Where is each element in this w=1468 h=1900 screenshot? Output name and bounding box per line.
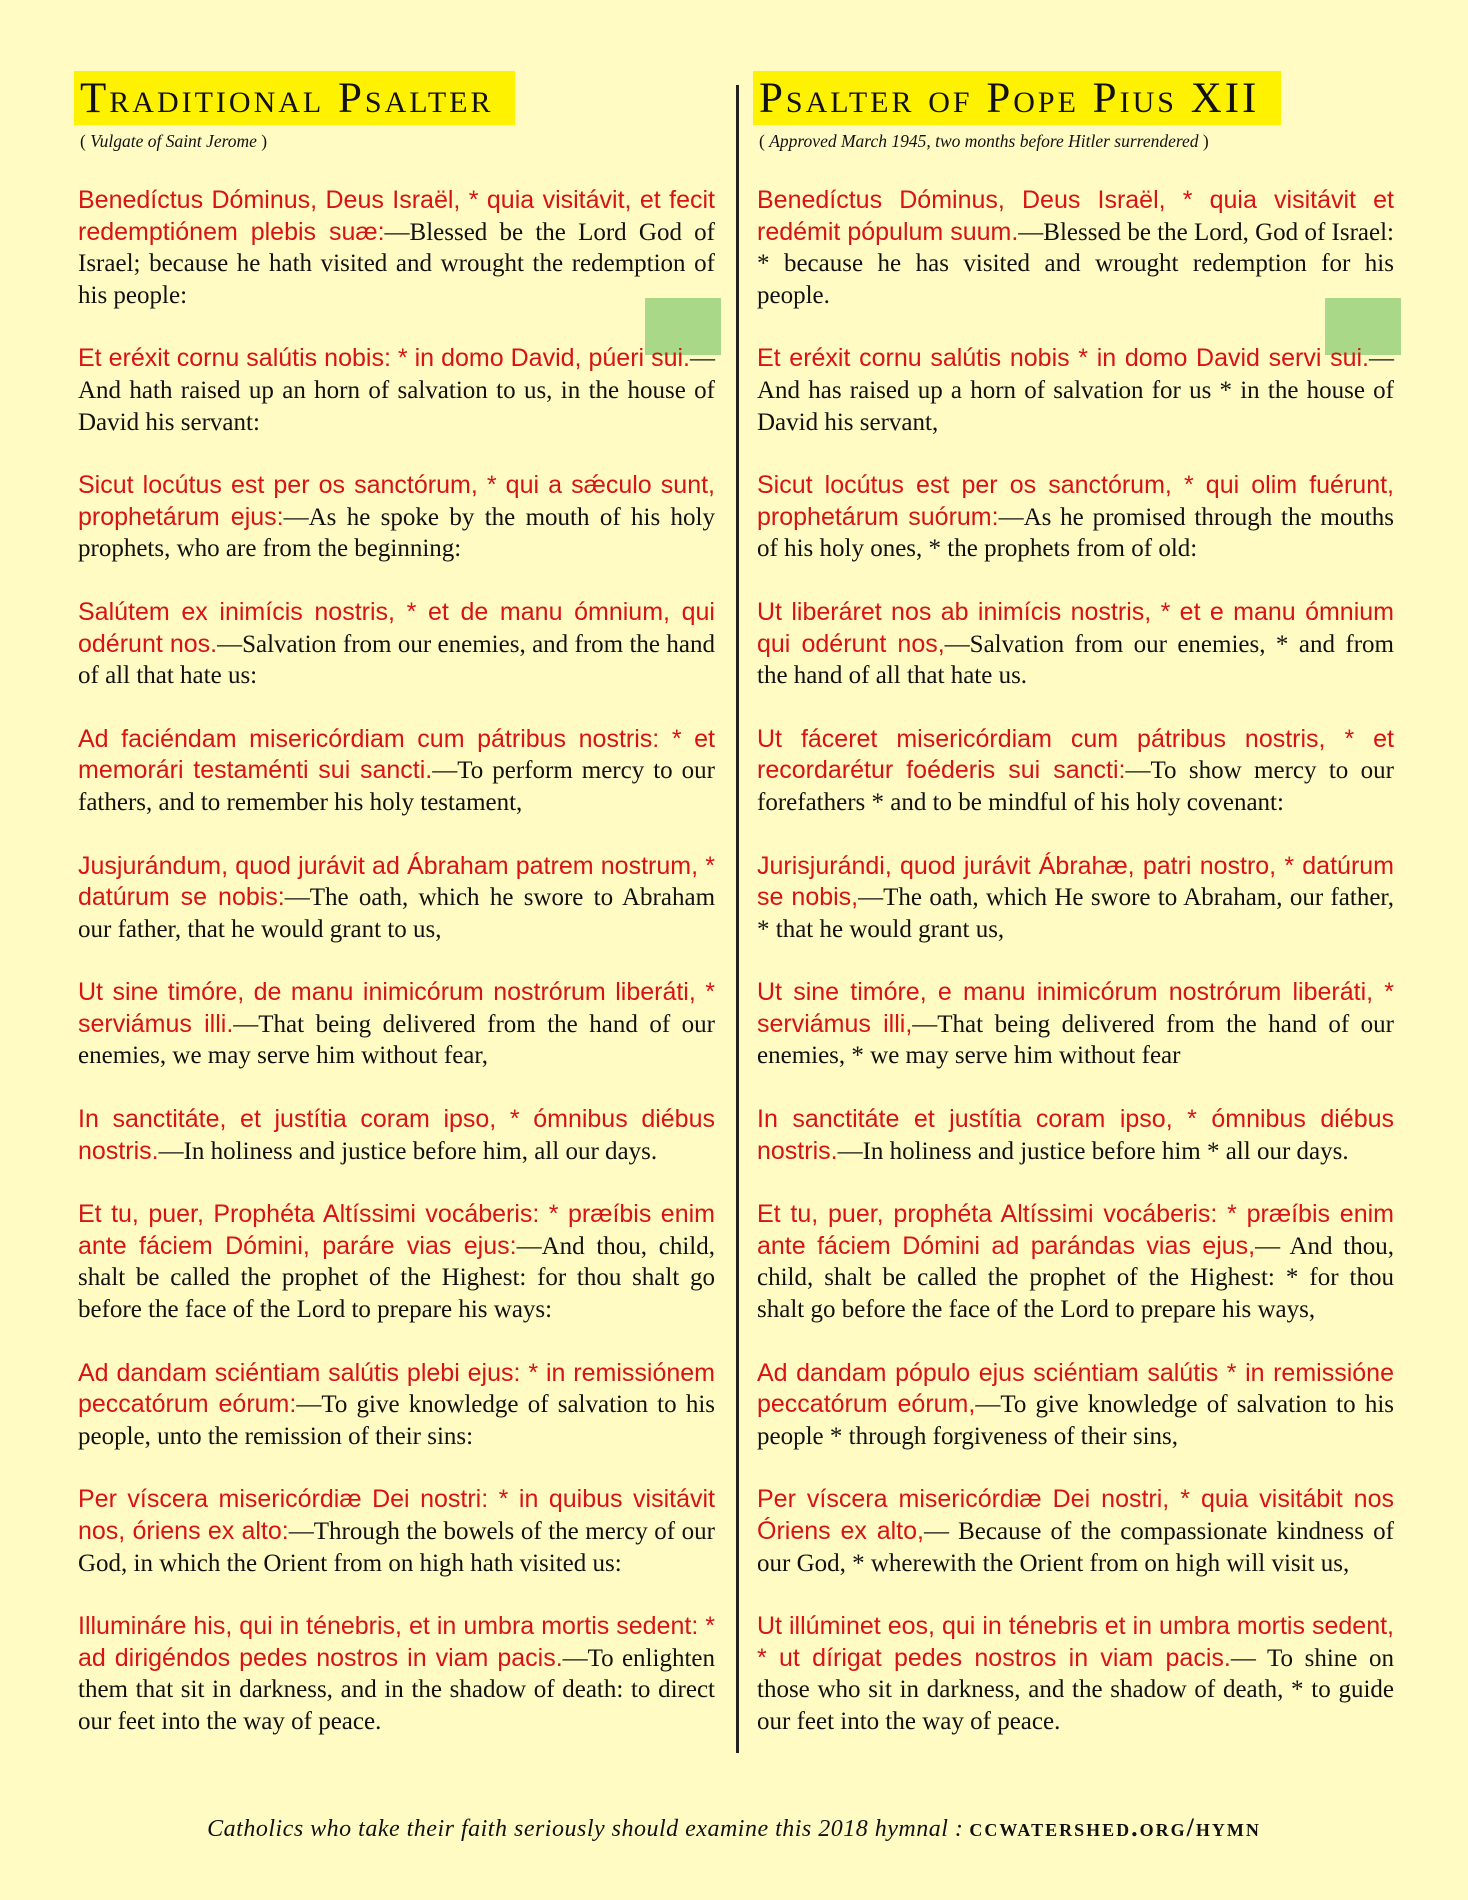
hymnal-link[interactable]: ccwatershed.org/hymn <box>969 1813 1261 1842</box>
pius-xii-verse-list <box>757 185 1394 1738</box>
pius-xii-psalter-subtitle: ( Approved March 1945, two months before Hitler surrendered ) <box>759 131 1209 151</box>
footer-text: Catholics who take their faith seriously should examine this 2018 hymnal : <box>207 1816 964 1842</box>
traditional-verse-list <box>78 185 715 1738</box>
traditional-psalter-title: Traditional Psalter <box>74 71 515 125</box>
verse: Et eréxit cornu salútis nobis * in domo David servi sui.— And has raised up a horn of salvation for us * in the house of David his servant, <box>757 344 1394 436</box>
verse: Per víscera misericórdiæ Dei nostri, * quia visitábit nos Óriens ex alto,— Because of the compassionate kindness of our God, * wherewith the Orient from on high will visit us, <box>757 1485 1394 1577</box>
verse: Ut illúminet eos, qui in ténebris et in umbra mortis sedent, * ut dírigat pedes nostros in viam pacis.— To shine on those who sit in darkness, and the shadow of death, * to guide our feet into the way of peace. <box>757 1612 1394 1735</box>
column-divider <box>736 85 739 1753</box>
verse: Jusjurándum, quod jurávit ad Ábraham patrem nostrum, * datúrum se nobis:—The oath, which he swore to Abraham our father, that he would grant to us, <box>78 851 716 943</box>
verse: Ad dandam pópulo ejus sciéntiam salútis * in remissióne peccatórum eórum,—To give knowledge of salvation to his people * through forgiveness of their sins, <box>757 1358 1394 1450</box>
verse: Et tu, puer, Prophéta Altíssimi vocáberis: * præíbis enim ante fáciem Dómini, paráre vias ejus:—And thou, child, shalt be called the prophet of the Highest: for thou shalt go before the face of the Lord to prepare his ways: <box>78 1200 715 1324</box>
verse: Ad faciéndam misericórdiam cum pátribus nostris: * et memorári testaménti sui sancti.—To perform mercy to our fathers, and to remember his holy testament, <box>78 724 716 816</box>
traditional-psalter-column <box>78 71 715 1770</box>
verse: Ut sine timóre, e manu inimicórum nostrórum liberáti, * serviámus illi,—That being delivered from the hand of our enemies, * we may serve him without fear <box>757 978 1394 1070</box>
verse: Ad dandam sciéntiam salútis plebi ejus: * in remissiónem peccatórum eórum:—To give knowledge of salvation to his people, unto the remission of their sins: <box>78 1358 715 1450</box>
verse: Et tu, puer, prophéta Altíssimi vocáberis: * præíbis enim ante fáciem Dómini ad parándas vias ejus,— And thou, child, shalt be called the prophet of the Highest: * for thou shalt go before the face of the Lord to prepare his ways, <box>757 1200 1394 1324</box>
verse: Ut sine timóre, de manu inimicórum nostrórum liberáti, * serviámus illi.—That being delivered from the hand of our enemies, we may serve him without fear, <box>78 978 715 1070</box>
verse: Benedíctus Dóminus, Deus Israël, * quia visitávit et redémit pópulum suum.—Blessed be the Lord, God of Israel: * because he has visited and wrought redemption for his people. <box>757 186 1394 309</box>
traditional-psalter-subtitle: ( Vulgate of Saint Jerome ) <box>80 131 268 151</box>
verse: Ut liberáret nos ab inimícis nostris, * et e manu ómnium qui odérunt nos,—Salvation from our enemies, * and from the hand of all that hate us. <box>757 597 1394 690</box>
pius-xii-psalter-column <box>757 71 1394 1770</box>
verse: Et eréxit cornu salútis nobis: * in domo David, púeri sui.—And hath raised up an horn of salvation to us, in the house of David his servant: <box>78 344 715 436</box>
pius-xii-psalter-title: Psalter of Pope Pius XII <box>753 71 1281 125</box>
verse: Benedíctus Dóminus, Deus Israël, * quia visitávit, et fecit redemptiónem plebis suæ:—Blessed be the Lord God of Israel; because he hath visited and wrought the redemption of his people: <box>78 186 715 309</box>
verse: Sicut locútus est per os sanctórum, * qui a sǽculo sunt, prophetárum ejus:—As he spoke by the mouth of his holy prophets, who are from the beginning: <box>78 471 715 563</box>
verse: Illumináre his, qui in ténebris, et in umbra mortis sedent: * ad dirigéndos pedes nostros in viam pacis.—To enlighten them that sit in darkness, and in the shadow of death: to direct our feet into the way of peace. <box>78 1612 715 1735</box>
footer <box>0 1813 1468 1843</box>
verse: Jurisjurándi, quod jurávit Ábrahæ, patri nostro, * datúrum se nobis,—The oath, which He swore to Abraham, our father, * that he would grant us, <box>757 851 1395 943</box>
verse: Sicut locútus est per os sanctórum, * qui olim fuérunt, prophetárum suórum:—As he promised through the mouths of his holy ones, * the prophets from of old: <box>757 471 1394 563</box>
verse: Salútem ex inimícis nostris, * et de manu ómnium, qui odérunt nos.—Salvation from our enemies, and from the hand of all that hate us: <box>78 597 715 690</box>
verse: In sanctitáte et justítia coram ipso, * ómnibus diébus nostris.—In holiness and justice before him * all our days. <box>757 1105 1394 1165</box>
verse: In sanctitáte, et justítia coram ipso, * ómnibus diébus nostris.—In holiness and justice before him, all our days. <box>78 1105 715 1165</box>
verse: Ut fáceret misericórdiam cum pátribus nostris, * et recordarétur foéderis sui sancti:—To show mercy to our forefathers * and to be mindful of his holy covenant: <box>757 724 1394 816</box>
verse: Per víscera misericórdiæ Dei nostri: * in quibus visitávit nos, óriens ex alto:—Through the bowels of the mercy of our God, in which the Orient from on high hath visited us: <box>78 1485 715 1577</box>
